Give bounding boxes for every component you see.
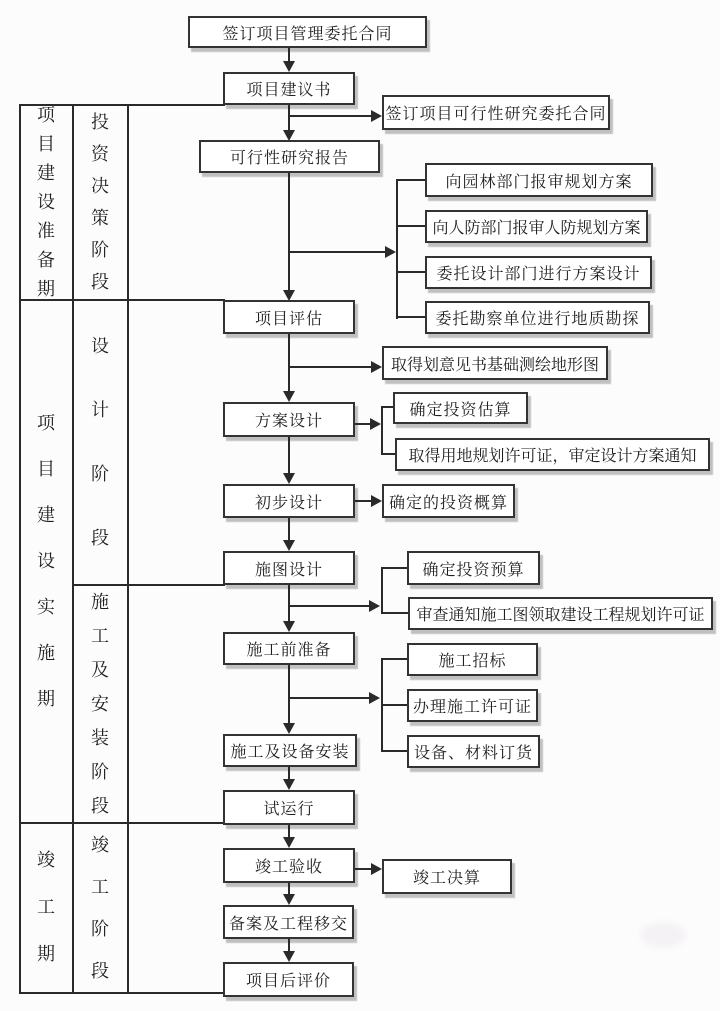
period-cell-completion [20,823,72,992]
side-box-label: 设备、材料订货 [413,745,533,762]
side-box-entrust-survey-unit [425,301,650,334]
connector-line [288,665,290,724]
arrowhead-right-icon [371,863,382,875]
side-box-obtain-opinion-letter-survey-map [382,346,608,380]
flow-step-post-project-evaluation [223,962,354,997]
side-box-label: 向园林部门报审规划方案 [445,173,633,191]
arrowhead-down-icon [283,621,295,632]
flow-step-construction-drawing-design [223,551,355,585]
side-box-entrust-design-dept [425,256,652,289]
stage-cell-design [74,300,126,584]
side-box-label: 取得划意见书基础测绘地形图 [390,356,599,374]
period-label: 项目建设准备期 [37,104,55,299]
side-box-review-notice-obtain-planning-permit [408,597,713,630]
side-box-determine-investment-rough-estimate [382,484,515,518]
connector-line [381,704,407,706]
side-box-label: 竣工决算 [412,870,481,887]
connector-line [288,366,372,368]
connector-line [288,518,290,541]
period-label: 竣工期 [37,850,55,964]
arrowhead-right-icon [371,361,382,373]
connector-line [288,115,373,117]
stage-label: 施工及安装阶段 [91,591,109,816]
connector-line [288,105,290,131]
connector-line [288,605,370,607]
connector-line [355,500,372,502]
arrowhead-down-icon [283,391,295,402]
period-cell-implementation [20,300,72,822]
side-box-label: 施工招标 [438,653,507,670]
arrowhead-down-icon [283,61,295,72]
arrowhead-down-icon [283,723,295,734]
connector-line [288,48,290,62]
connector-line [288,173,290,291]
connector-line [381,658,407,660]
side-box-label: 审查通知施工图领取建设工程规划许可证 [416,607,705,624]
flow-step-preliminary-design [223,484,355,518]
arrowhead-down-icon [283,540,295,551]
period-label: 项目建设实施期 [37,413,55,709]
flow-step-scheme-design [223,402,355,437]
connector-line [381,406,393,408]
branch-bracket-line [381,406,383,454]
flow-step-completion-acceptance [223,848,355,883]
branch-bracket-line [396,179,398,319]
arrowhead-down-icon [283,894,295,905]
flow-step-label: 方案设计 [254,413,323,430]
stage-cell-construction-installation [74,585,126,822]
stage-label: 投资决策阶段 [91,112,109,292]
stage-label: 竣工阶段 [91,834,109,981]
flow-step-construction-equipment-installation [223,734,357,767]
arrowhead-down-icon [283,951,295,962]
flow-step-label: 试运行 [263,801,315,818]
watermark-smudge [640,922,686,948]
side-box-label: 确定的投资概算 [388,494,508,512]
side-box-completion-settlement [382,859,512,894]
flow-step-pre-construction-preparation [223,632,355,665]
flow-step-label: 备案及工程移交 [228,915,348,933]
side-box-sign-feasibility-contract [382,95,610,130]
connector-line [381,453,395,455]
connector-line [396,271,425,273]
table-border-right [127,105,129,993]
flow-step-label: 签订项目管理委托合同 [222,25,393,43]
side-box-equipment-material-ordering [407,735,540,768]
connector-line [288,697,370,699]
flow-step-label: 施工前准备 [246,642,332,659]
side-box-determine-investment-estimate [393,392,528,424]
flow-step-trial-run [223,790,355,825]
arrowhead-right-icon [369,692,380,704]
arrowhead-right-icon [370,418,381,430]
stage-cell-completion [74,823,126,992]
flow-step-label: 项目建议书 [246,82,332,99]
arrowhead-right-icon [385,246,396,258]
arrowhead-right-icon [369,600,380,612]
side-box-label: 向人防部门报审人防规划方案 [432,220,641,237]
side-box-construction-permit [407,689,538,722]
flow-step-project-proposal [223,72,355,105]
side-box-label: 取得用地规划许可证，审定设计方案通知 [408,448,697,465]
flow-step-label: 项目评估 [254,310,323,328]
flow-step-label: 竣工验收 [254,859,323,876]
side-box-report-planning-to-garden-dept [425,163,653,197]
connector-line [288,334,290,392]
table-border-bottom [19,992,225,994]
flow-step-label: 初步设计 [254,494,323,512]
connector-line [396,316,425,318]
stage-cell-investment-decision [74,105,126,299]
arrowhead-down-icon [283,130,295,141]
connector-line [288,585,290,622]
period-cell-preparation [20,105,72,299]
flow-step-feasibility-study-report [199,140,380,173]
connector-line [381,750,407,752]
connector-line [396,225,425,227]
connector-line [355,423,371,425]
flow-step-label: 项目后评价 [245,973,331,990]
side-box-label: 办理施工许可证 [412,699,532,716]
arrowhead-down-icon [283,837,295,848]
side-box-label: 签订项目可行性研究委托合同 [385,106,607,123]
side-box-report-civil-defense-plan [425,210,648,243]
arrowhead-right-icon [371,110,382,122]
flow-step-sign-management-contract [188,16,427,48]
side-box-label: 委托勘察单位进行地质勘探 [435,311,640,328]
side-box-label: 确定投资预算 [422,561,525,579]
flow-step-filing-and-handover [223,905,354,939]
arrowhead-down-icon [283,473,295,484]
flow-step-label: 可行性研究报告 [229,150,349,167]
flow-step-project-evaluation [223,300,355,334]
side-box-label: 确定投资估算 [409,401,512,419]
connector-line [396,179,425,181]
arrowhead-down-icon [283,290,295,301]
connector-line [381,567,407,569]
side-box-obtain-land-planning-permit [395,438,710,471]
connector-line [288,437,290,474]
connector-line [355,868,372,870]
flow-step-label: 施图设计 [254,561,323,579]
side-box-construction-bidding [407,643,538,676]
flow-step-label: 施工及设备安装 [230,744,350,761]
stage-label: 设计阶段 [91,336,109,548]
side-box-label: 委托设计部门进行方案设计 [436,266,641,283]
connector-line [381,612,408,614]
connector-line [288,251,386,253]
arrowhead-down-icon [283,779,295,790]
side-box-determine-investment-budget [407,551,540,585]
arrowhead-right-icon [371,495,382,507]
branch-bracket-line [381,567,383,614]
